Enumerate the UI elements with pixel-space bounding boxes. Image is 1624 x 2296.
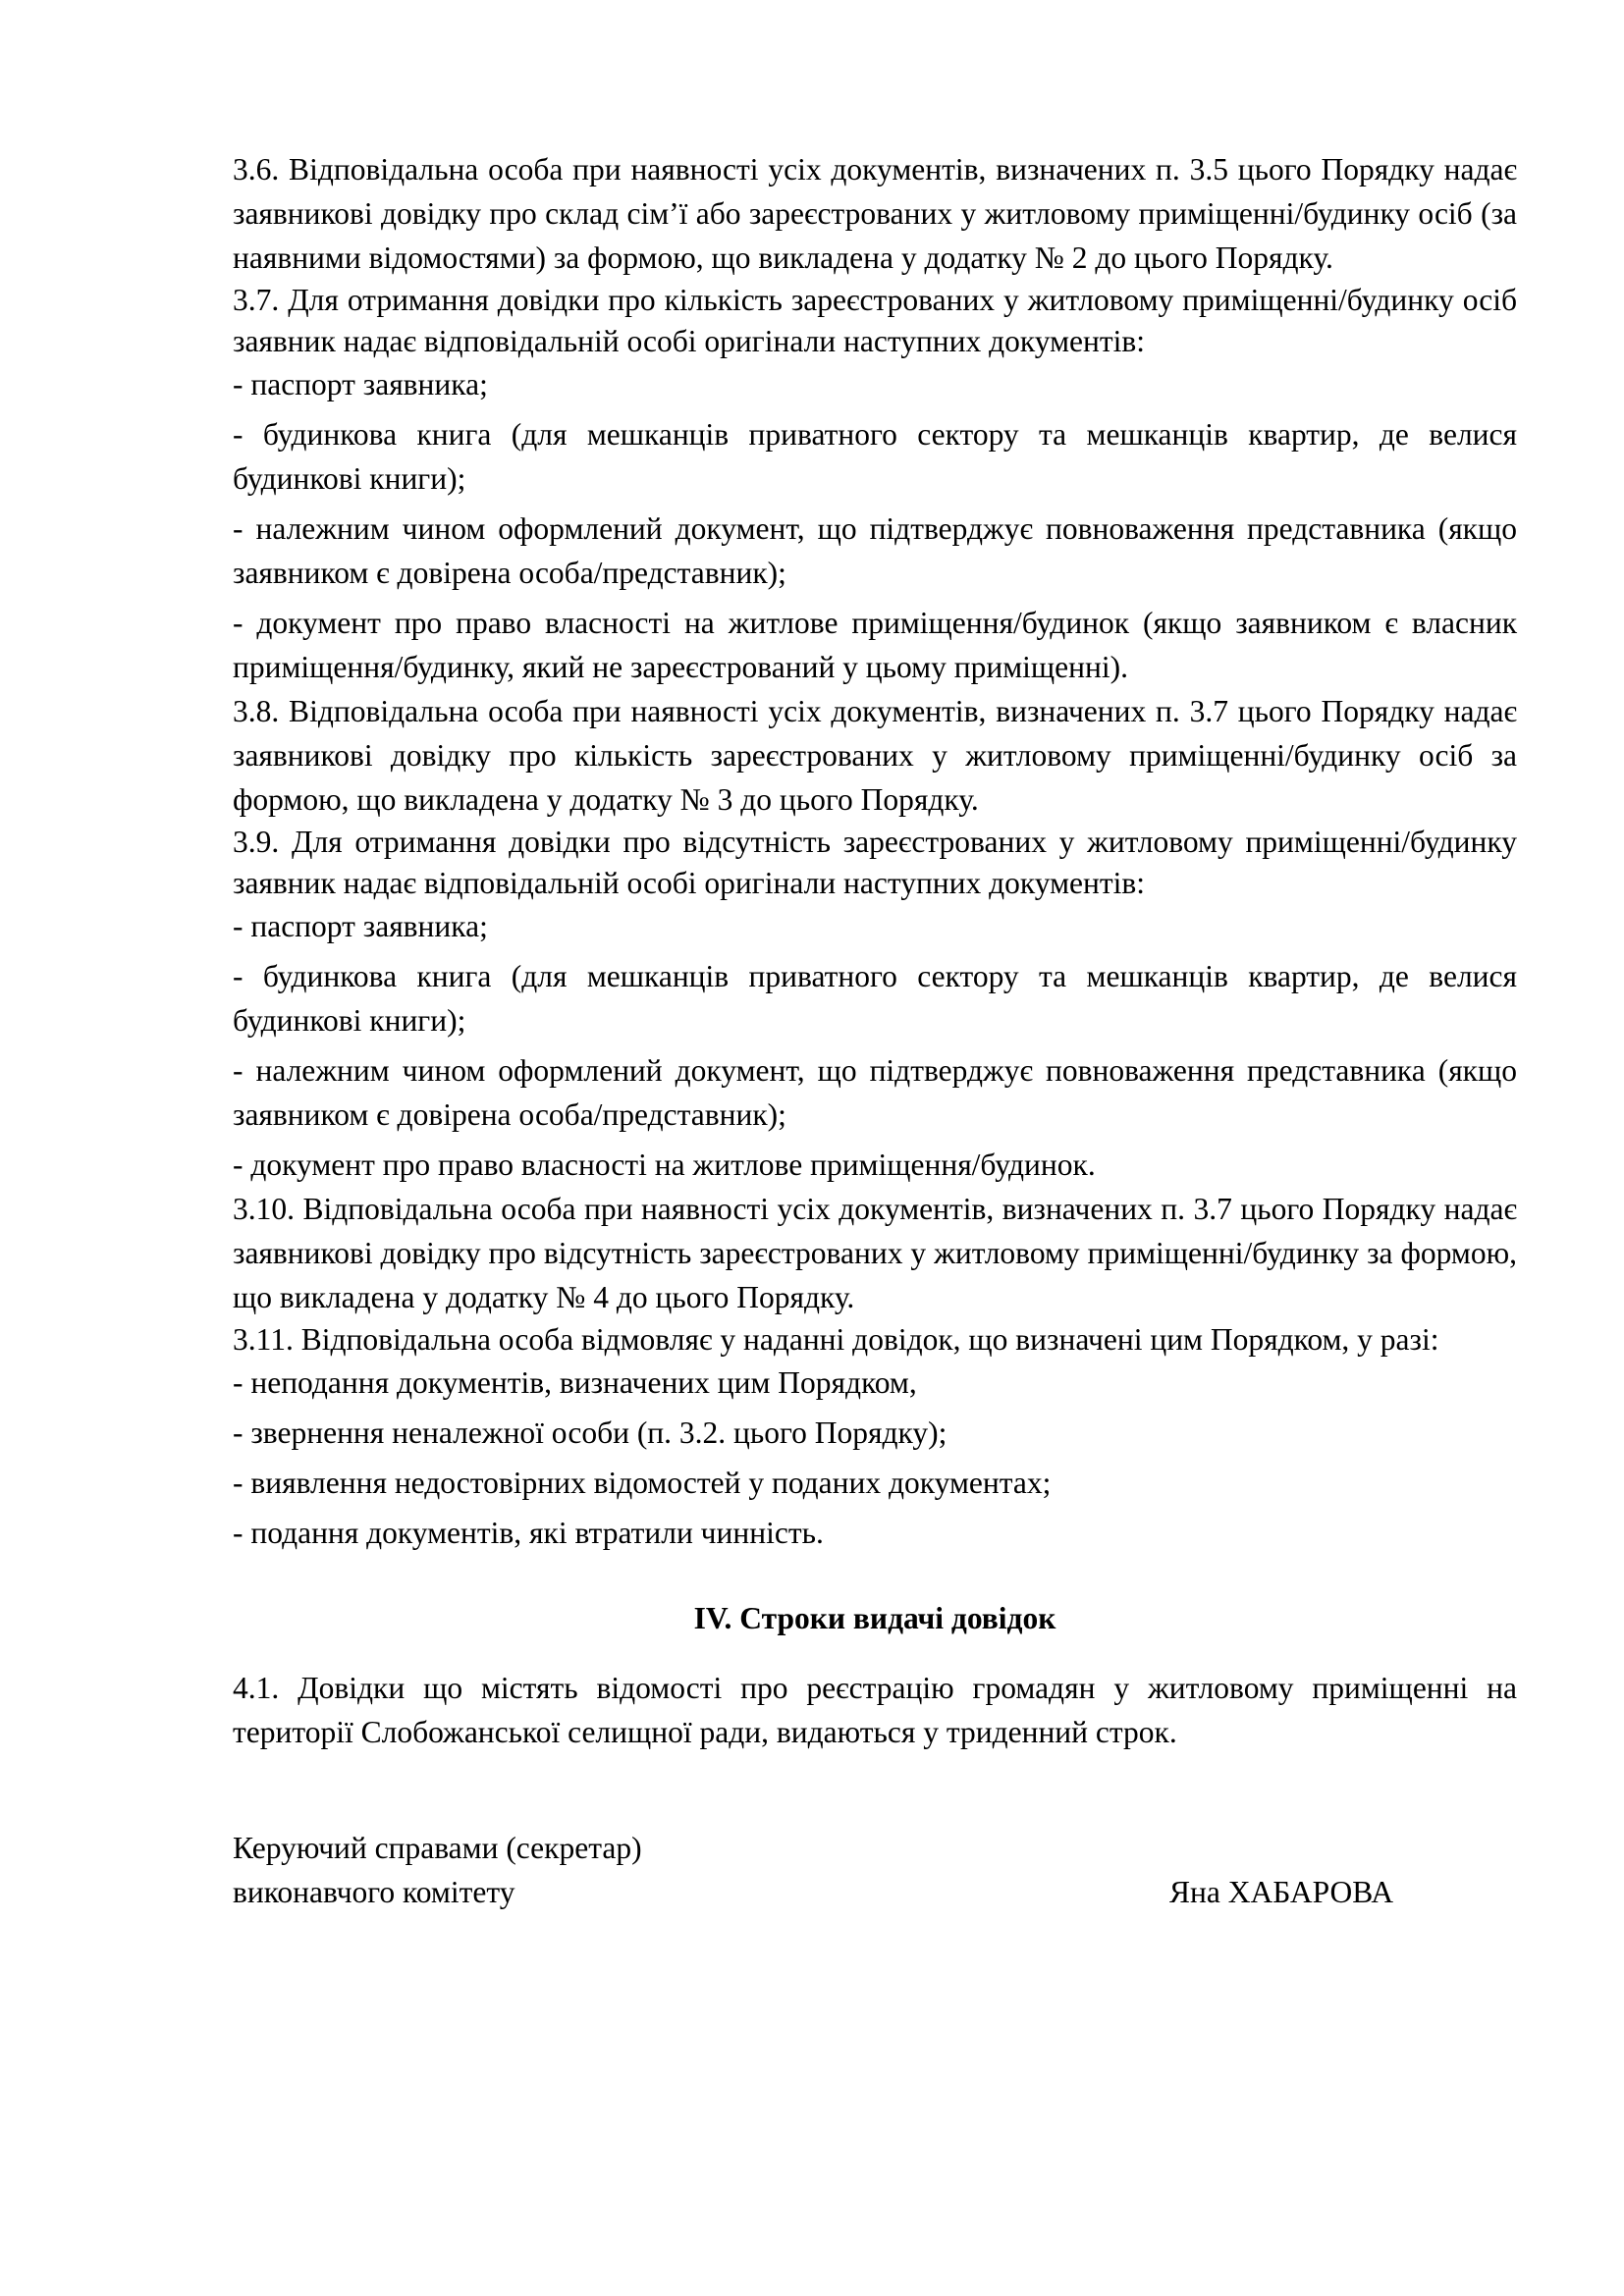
paragraph-3-8: 3.8. Відповідальна особа при наявності усіх документів, визначених п. 3.7 цього Порядку надає заявникові довідку про кількість зареєстрованих у житловому приміщенні/будинку осіб за формою, що викладена у додатку № 3 до цього Порядку. (233, 694, 1517, 817)
list-item: - будинкова книга (для мешканців приватного сектору та мешканців квартир, де велися будинкові книги); (233, 959, 1517, 1038)
signatory-name: Яна ХАБАРОВА (1169, 1875, 1394, 1909)
list-item: - належним чином оформлений документ, що підтверджує повноваження представника (якщо заявником є довірена особа/представник); (233, 1053, 1517, 1132)
list-item: - будинкова книга (для мешканців приватного сектору та мешканців квартир, де велися будинкові книги); (233, 417, 1517, 496)
paragraph-4-1: 4.1. Довідки що містять відомості про реєстрацію громадян у житловому приміщенні на території Слобожанської селищної ради, видаються у триденний строк. (233, 1671, 1517, 1749)
list-item: - звернення неналежної особи (п. 3.2. цього Порядку); (233, 1415, 947, 1450)
signature-block (233, 1826, 1519, 1914)
signatory-position-line2: виконавчого комітету (233, 1875, 515, 1909)
paragraph-3-9: 3.9. Для отримання довідки про відсутність зареєстрованих у житловому приміщенні/будинку заявник надає відповідальній особі оригінали наступних документів: (233, 825, 1517, 900)
list-item: - подання документів, які втратили чинність. (233, 1516, 824, 1550)
list-item: - належним чином оформлений документ, що підтверджує повноваження представника (якщо заявником є довірена особа/представник); (233, 511, 1517, 590)
list-item: - документ про право власності на житлове приміщення/будинок. (233, 1148, 1096, 1182)
section-heading: IV. Строки видачі довідок (693, 1601, 1056, 1635)
signatory-position: Керуючий справами (секретар) (233, 1831, 642, 1865)
list-item: - виявлення недостовірних відомостей у поданих документах; (233, 1466, 1052, 1500)
list-item: - документ про право власності на житлове приміщення/будинок (якщо заявником є власник приміщення/будинку, який не зареєстрований у цьому приміщенні). (233, 606, 1517, 684)
document-body (233, 147, 1517, 1754)
paragraph-3-6: 3.6. Відповідальна особа при наявності усіх документів, визначених п. 3.5 цього Порядку надає заявникові довідку про склад сім’ї або зареєстрованих у житловому приміщенні/будинку осіб (за наявними відомостями) за формою, що викладена у додатку № 2 до цього Порядку. (233, 152, 1517, 275)
paragraph-3-10: 3.10. Відповідальна особа при наявності усіх документів, визначених п. 3.7 цього Порядку надає заявникові довідку про відсутність зареєстрованих у житловому приміщенні/будинку за формою, що викладена у додатку № 4 до цього Порядку. (233, 1192, 1517, 1314)
list-item: - паспорт заявника; (233, 909, 488, 943)
list-item: - паспорт заявника; (233, 367, 488, 401)
list-item: - неподання документів, визначених цим Порядком, (233, 1365, 917, 1400)
paragraph-3-11: 3.11. Відповідальна особа відмовляє у наданні довідок, що визначені цим Порядком, у разі: (233, 1322, 1439, 1357)
paragraph-3-7: 3.7. Для отримання довідки про кількість зареєстрованих у житловому приміщенні/будинку осіб заявник надає відповідальній особі оригінали наступних документів: (233, 283, 1517, 358)
